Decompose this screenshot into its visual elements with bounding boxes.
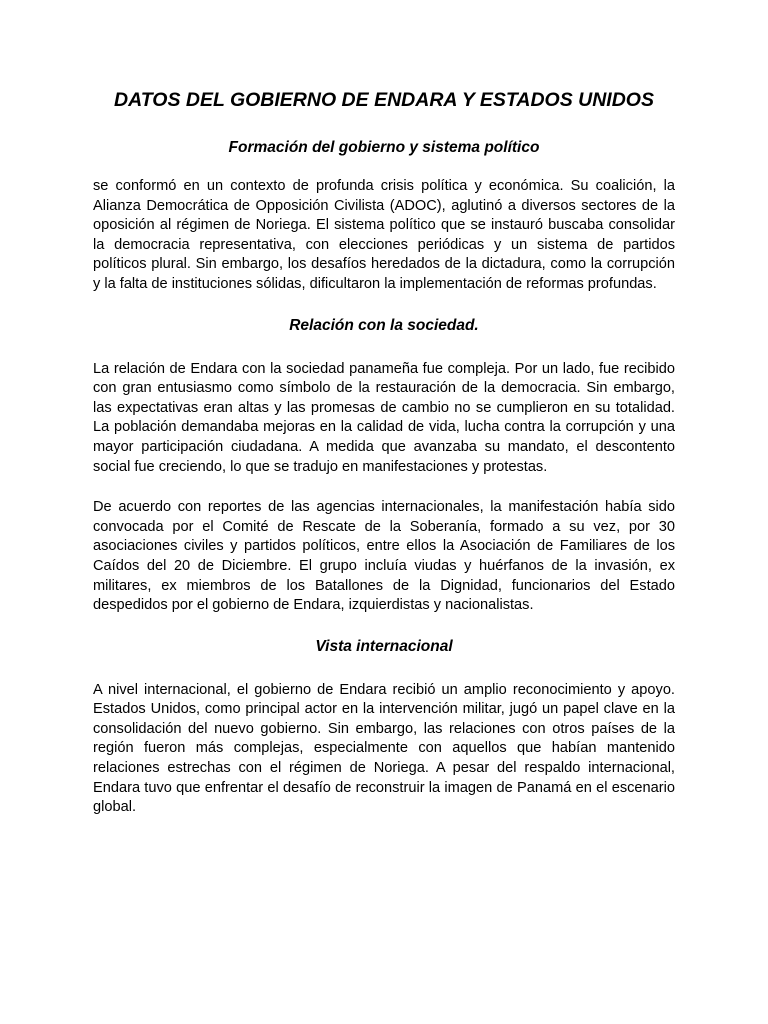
paragraph: La relación de Endara con la sociedad panameña fue compleja. Por un lado, fue recibido con gran entusiasmo como símbolo de la restauración de la democracia. Sin embargo, las expectativas eran altas y las promesas de cambio no se cumplieron en su totalidad. La población demandaba mejoras en la calidad de vida, lucha contra la corrupción y una mayor participación ciudadana. A medida que avanzaba su mandato, el descontento social fue creciendo, lo que se tradujo en manifestaciones y protestas. — [93, 360, 675, 475]
section-vista-internacional — [93, 637, 675, 818]
paragraph: se conformó en un contexto de profunda crisis política y económica. Su coalición, la Alianza Democrática de Opposición Civilista (ADOC), aglutinó a diversos sectores de la oposición al régimen de Noriega. El sistema político que se instauró buscaba consolidar la democracia representativa, con elecciones periódicas y un sistema de partidos políticos plural. Sin embargo, los desafíos heredados de la dictadura, como la corrupción y la falta de instituciones sólidas, dificultaron la implementación de reformas profundas. — [93, 178, 675, 292]
document-title: DATOS DEL GOBIERNO DE ENDARA Y ESTADOS UNIDOS — [114, 89, 654, 111]
section-heading: Vista internacional — [315, 637, 453, 655]
paragraph: A nivel internacional, el gobierno de Endara recibió un amplio reconocimiento y apoyo. Estados Unidos, como principal actor en la intervención militar, jugó un papel clave en la consolidación del nuevo gobierno. Sin embargo, las relaciones con otros países de la región fueron más complejas, especialmente con aquellos que habían mantenido relaciones estrechas con el régimen de Noriega. A pesar del respaldo internacional, Endara tuvo que enfrentar el desafío de reconstruir la imagen de Panamá en el escenario global. — [93, 681, 675, 816]
section-heading: Relación con la sociedad. — [289, 316, 479, 334]
paragraph: De acuerdo con reportes de las agencias internacionales, la manifestación había sido convocada por el Comité de Rescate de la Soberanía, formado a su vez, por 30 asociaciones civiles y partidos políticos, entre ellos la Asociación de Familiares de los Caídos del 20 de Diciembre. El grupo incluía viudas y huérfanos de la invasión, ex militares, ex miembros de los Batallones de la Dignidad, funcionarios del Estado despedidos por el gobierno de Endara, izquierdistas y nacionalistas. — [93, 499, 675, 614]
section-heading: Formación del gobierno y sistema político — [228, 139, 540, 156]
section-formacion — [93, 138, 675, 295]
section-relacion-sociedad — [93, 316, 675, 616]
